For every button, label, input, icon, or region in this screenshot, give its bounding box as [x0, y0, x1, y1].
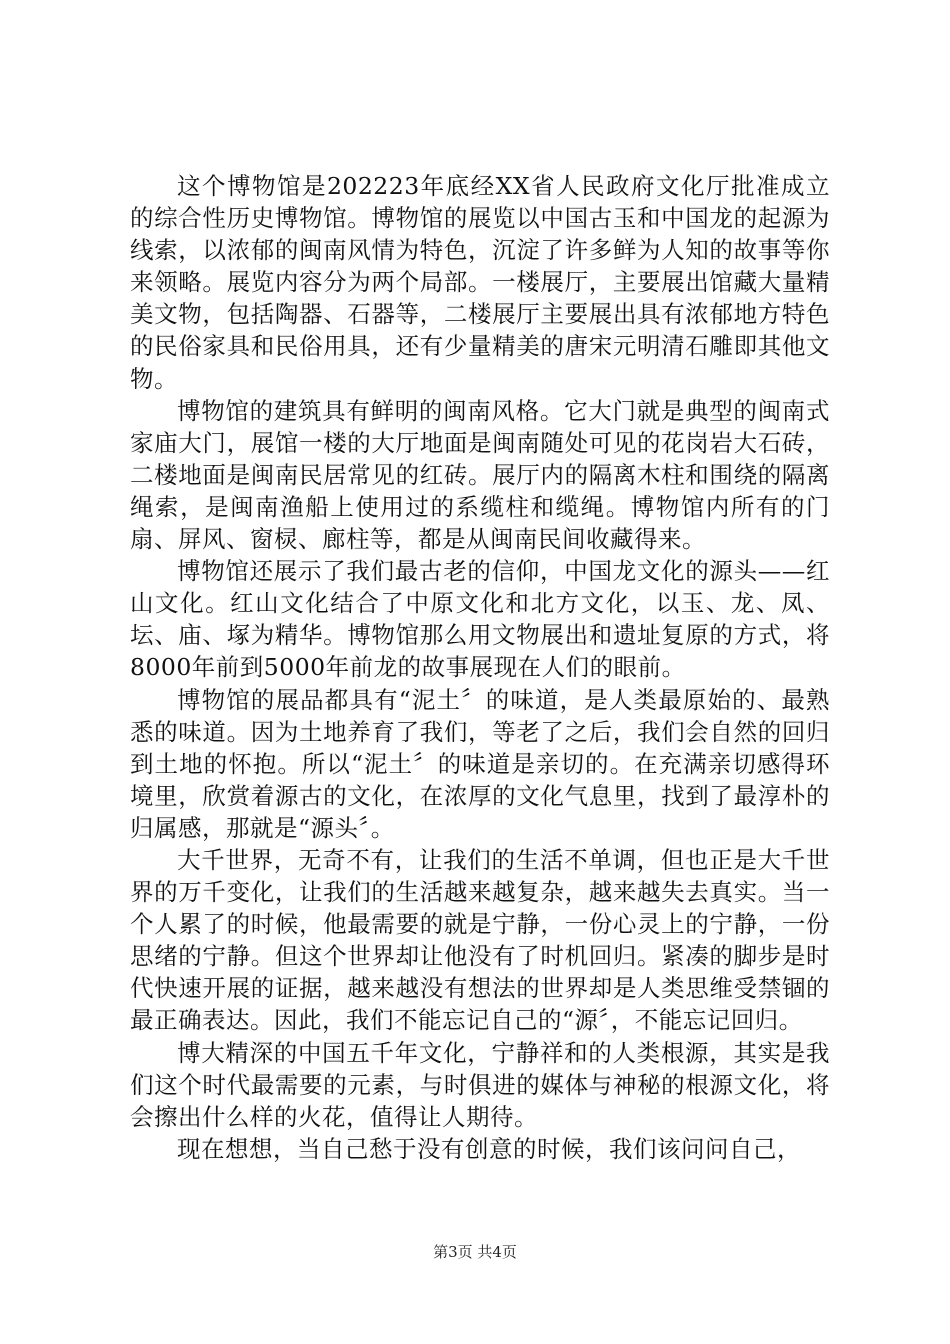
paragraph-7: 现在想想，当自己愁于没有创意的时候，我们该问问自己， — [177, 1134, 801, 1163]
paragraph-2: 博物馆的建筑具有鲜明的闽南风格。它大门就是典型的闽南式家庙大门，展馆一楼的大厅地面是闽南随处可见的花岗岩大石砖，二楼地面是闽南民居常见的红砖。展厅内的隔离木柱和围绕的隔离绳索，是闽南渔船上使用过的系缆柱和缆绳。博物馆内所有的门扇、屏风、窗棂、廊柱等，都是从闽南民间收藏得来。 — [130, 396, 830, 554]
paragraph-1: 这个博物馆是202223年底经XX省人民政府文化厅批准成立的综合性历史博物馆。博物馆的展览以中国古玉和中国龙的起源为线索，以浓郁的闽南风情为特色，沉淀了许多鲜为人知的故事等你来领略。展览内容分为两个局部。一楼展厅，主要展出馆藏大量精美文物，包括陶器、石器等，二楼展厅主要展出具有浓郁地方特色的民俗家具和民俗用具，还有少量精美的唐宋元明清石雕即其他文物。 — [130, 172, 830, 393]
paragraph-3: 博物馆还展示了我们最古老的信仰，中国龙文化的源头——红山文化。红山文化结合了中原文化和北方文化，以玉、龙、凤、坛、庙、塚为精华。博物馆那么用文物展出和遗址复原的方式，将8000年前到5000年前龙的故事展现在人们的眼前。 — [130, 557, 830, 682]
paragraph-4: 博物馆的展品都具有“泥土〞的味道，是人类最原始的、最熟悉的味道。因为土地养育了我们，等老了之后，我们会自然的回归到土地的怀抱。所以“泥土〞的味道是亲切的。在充满亲切感得环境里，欣赏着源古的文化，在浓厚的文化气息里，找到了最淳朴的归属感，那就是“源头〞。 — [130, 685, 830, 842]
paragraph-5: 大千世界，无奇不有，让我们的生活不单调，但也正是大千世界的万千变化，让我们的生活越来越复杂，越来越失去真实。当一个人累了的时候，他最需要的就是宁静，一份心灵上的宁静，一份思绪的宁静。但这个世界却让他没有了时机回归。紧凑的脚步是时代快速开展的证据，越来越没有想法的世界却是人类思维受禁锢的最正确表达。因此，我们不能忘记自己的“源〞，不能忘记回归。 — [130, 845, 830, 1035]
body-text — [130, 170, 830, 1165]
page-footer: 第3页 共4页 — [433, 1243, 517, 1261]
paragraph-6: 博大精深的中国五千年文化，宁静祥和的人类根源，其实是我们这个时代最需要的元素，与时俱进的媒体与神秘的根源文化，将会擦出什么样的火花，值得让人期待。 — [130, 1038, 830, 1131]
